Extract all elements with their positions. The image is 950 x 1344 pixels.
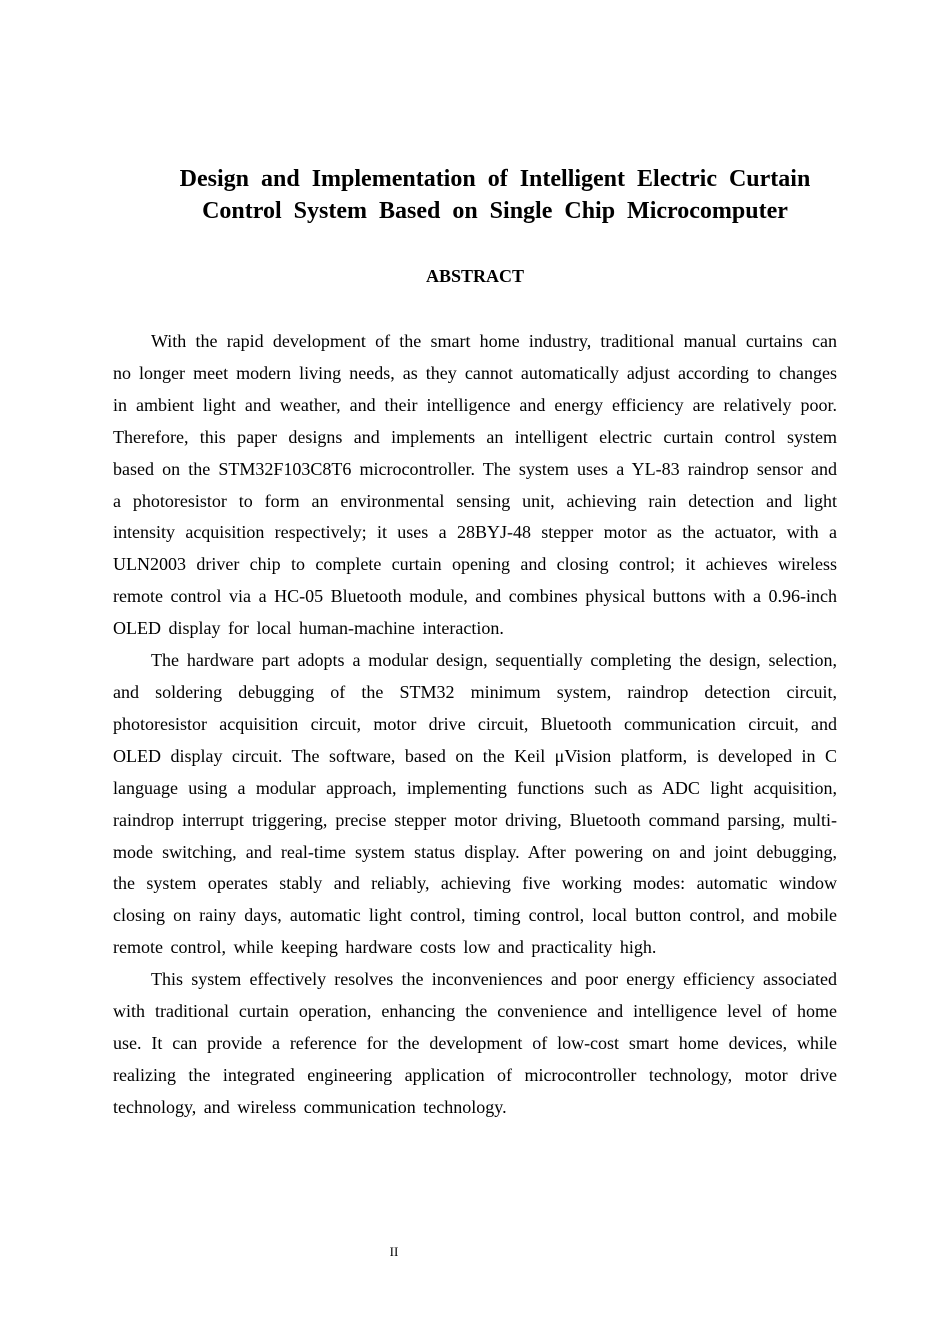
abstract-body [113, 326, 837, 1124]
abstract-paragraph-2: The hardware part adopts a modular design, sequentially completing the design, selection, and soldering debugging of the STM32 minimum system, raindrop detection circuit, photoresistor acquisition circuit, motor drive circuit, Bluetooth communication circuit, and OLED display circuit. The software, based on the Keil μVision platform, is developed in C language using a modular approach, implementing functions such as ADC light acquisition, raindrop interrupt triggering, precise stepper motor driving, Bluetooth command parsing, multi-mode switching, and real-time system status display. After powering on and joint debugging, the system operates stably and reliably, achieving five working modes: automatic window closing on rainy days, automatic light control, timing control, local button control, and mobile remote control, while keeping hardware costs low and practicality high. [113, 650, 837, 958]
abstract-paragraph-3: This system effectively resolves the inconveniences and poor energy efficiency associated with traditional curtain operation, enhancing the convenience and intelligence level of home use. It can provide a reference for the development of low-cost smart home devices, while realizing the integrated engineering application of microcontroller technology, motor drive technology, and wireless communication technology. [113, 969, 837, 1117]
page-number: II [389, 1244, 399, 1259]
abstract-paragraph-1: With the rapid development of the smart home industry, traditional manual curtains can no longer meet modern living needs, as they cannot automatically adjust according to changes in ambient light and weather, and their intelligence and energy efficiency are relatively poor. Therefore, this paper designs and implements an intelligent electric curtain control system based on the STM32F103C8T6 microcontroller. The system uses a YL-83 raindrop sensor and a photoresistor to form an environmental sensing unit, achieving rain detection and light intensity acquisition respectively; it uses a 28BYJ-48 stepper motor as the actuator, with a ULN2003 driver chip to complete curtain opening and closing control; it achieves wireless remote control via a HC-05 Bluetooth module, and combines physical buttons with a 0.96-inch OLED display for local human-machine interaction. [113, 331, 837, 639]
paper-title: Design and Implementation of Intelligent Electric Curtain Control System Based on Single Chip Microcomputer [179, 166, 811, 224]
abstract-heading: ABSTRACT [425, 266, 525, 286]
